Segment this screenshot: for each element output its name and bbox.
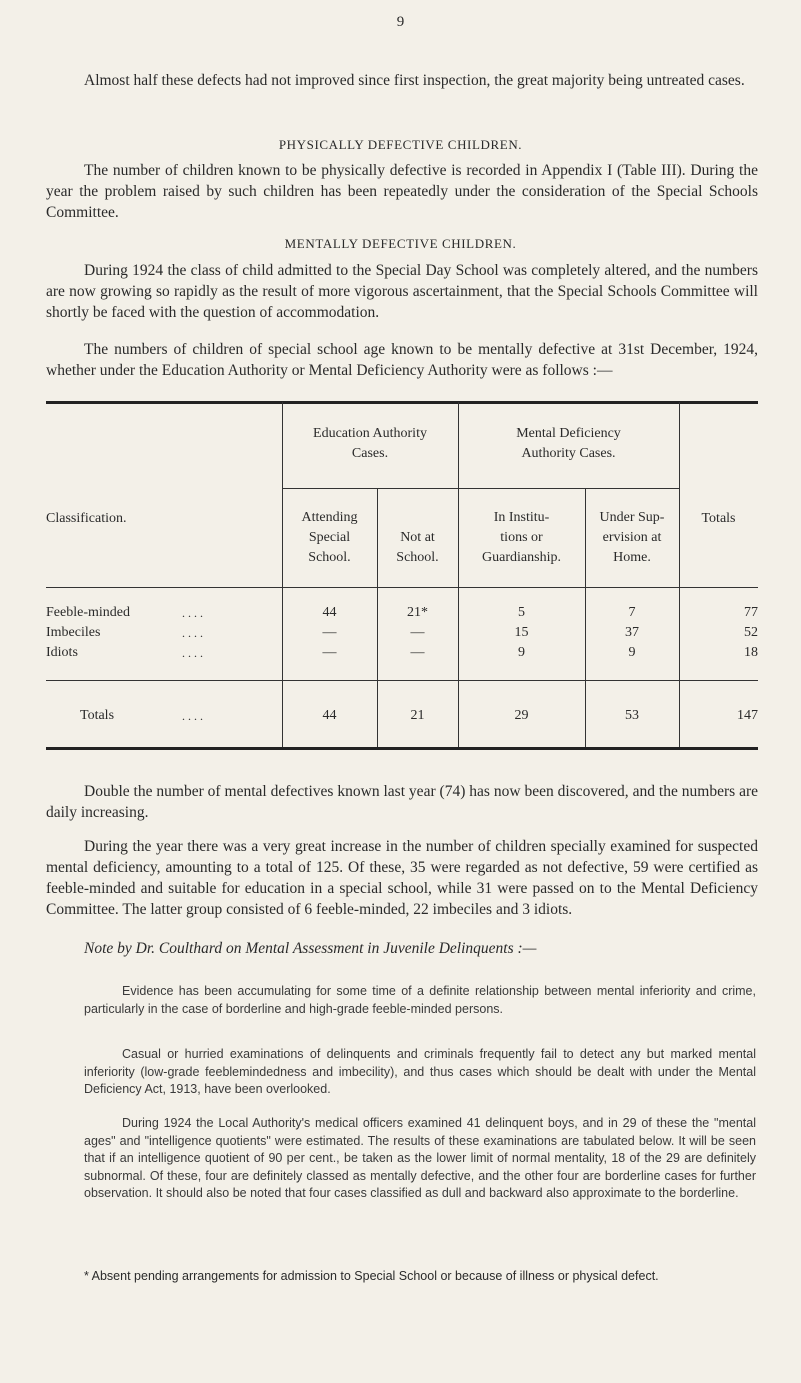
mental-paragraph-2: The numbers of children of special school age known to be mentally defective at 31st December, 1924, whether under the Education Authority or Mental Deficiency Authority were as follows :—	[46, 341, 758, 379]
col-supervision-line1: Under Sup-	[599, 510, 665, 525]
cell-total: 77	[744, 605, 758, 620]
heading-physically-defective: PHYSICALLY DEFECTIVE CHILDREN.	[278, 137, 523, 152]
cell-total: 52	[744, 625, 758, 640]
cell-supervision: 7	[628, 605, 636, 620]
cell-attending: —	[322, 625, 337, 640]
cell-not-at-school: —	[410, 645, 425, 660]
cell-supervision: 37	[625, 625, 639, 640]
col-attending-line3: School.	[308, 550, 351, 565]
note-paragraph-1: Evidence has been accumulating for some time of a definite relationship between mental inferiority and crime, particularly in the case of borderline and high-grade feeble-minded persons.	[84, 984, 756, 1016]
cell-attending: 44	[322, 605, 337, 620]
col-supervision-line3: Home.	[613, 550, 651, 565]
group-education-line1: Education Authority	[313, 426, 427, 441]
group-header-rule	[282, 488, 679, 489]
totals-label: Totals	[80, 708, 115, 723]
row-dots: . . . .	[182, 646, 203, 660]
heading-mentally-defective: MENTALLY DEFECTIVE CHILDREN.	[284, 236, 517, 251]
col-classification: Classification.	[46, 511, 127, 526]
total-not-at-school: 21	[410, 708, 425, 723]
row-dots: . . . .	[182, 606, 203, 620]
mental-paragraph-1: During 1924 the class of child admitted to the Special Day School was completely altered, and the numbers are now growing so rapidly as the result of more vigorous ascertainment, that the Special Schools Committee will shortly be faced with the question of accommodation.	[46, 262, 758, 321]
cell-total: 18	[744, 645, 758, 660]
table-top-rule	[46, 401, 758, 404]
group-education-line2: Cases.	[351, 446, 389, 461]
cell-institutions: 9	[518, 645, 525, 660]
total-institutions: 29	[514, 708, 529, 723]
row-label: Imbeciles	[46, 625, 101, 640]
cell-not-at-school: 21*	[407, 605, 428, 620]
col-notat-line2: School.	[396, 550, 439, 565]
total-supervision: 53	[625, 708, 639, 723]
totals-dots: . . . .	[182, 709, 203, 723]
grand-total: 147	[737, 708, 758, 723]
group-mental-line2: Authority Cases.	[521, 446, 616, 461]
group-mental-line1: Mental Deficiency	[516, 426, 621, 441]
intro-paragraph: Almost half these defects had not improved since first inspection, the great majority being untreated cases.	[84, 72, 745, 89]
row-dots: . . . .	[182, 626, 203, 640]
col-institutions-line1: In Institu-	[493, 510, 550, 525]
page-number: 9	[396, 14, 405, 30]
col-notat-line1: Not at	[400, 530, 435, 545]
col-totals: Totals	[701, 511, 736, 526]
footnote: * Absent pending arrangements for admission to Special School or because of illness or physical defect.	[84, 1269, 659, 1283]
physical-paragraph: The number of children known to be physically defective is recorded in Appendix I (Table III). During the year the problem raised by such children has been repeatedly under the consideration of the Special Schools Committee.	[46, 162, 758, 221]
col-institutions-line2: tions or	[500, 530, 543, 545]
cell-supervision: 9	[628, 645, 636, 660]
after-table-paragraph-2: During the year there was a very great increase in the number of children specially examined for suspected mental deficiency, amounting to a total of 125. Of these, 35 were regarded as not defective, 59 were certified as feeble-minded and suitable for education in a special school, while 31 were passed on to the Mental Deficiency Committee. The latter group consisted of 6 feeble-minded, 22 imbeciles and 3 idiots.	[46, 838, 758, 918]
col-institutions-line3: Guardianship.	[482, 550, 561, 565]
cell-institutions: 5	[518, 605, 525, 620]
cell-not-at-school: —	[410, 625, 425, 640]
table-vline	[679, 402, 680, 748]
row-label: Idiots	[46, 645, 78, 660]
header-bottom-rule	[46, 587, 758, 588]
note-paragraph-2: Casual or hurried examinations of delinquents and criminals frequently fail to detect any but marked mental inferiority (low-grade feeblemindedness and imbecility), and thus cases which should be dealt with under the Mental Deficiency Act, 1913, have been overlooked.	[84, 1047, 756, 1096]
cell-attending: —	[322, 645, 337, 660]
total-attending: 44	[322, 708, 337, 723]
col-attending-line1: Attending	[301, 510, 358, 525]
col-supervision-line2: ervision at	[602, 530, 662, 545]
rows-bottom-rule	[46, 680, 758, 681]
note-paragraph-3: During 1924 the Local Authority's medical officers examined 41 delinquent boys, and in 29 of these the "mental ages" and "intelligence quotients" were estimated. The results of these examinations are tabulated below. It will be seen that if an intelligence quotient of 90 per cent., be taken as the lower limit of normal mentality, 18 of the 29 are definitely subnormal. Of these, four are definitely classed as mentally defective, and the other four are borderline cases for further observation. It should also be noted that four cases classified as dull and backward also approximate to the borderline.	[84, 1116, 756, 1200]
cell-institutions: 15	[514, 625, 529, 640]
note-heading: Note by Dr. Coulthard on Mental Assessment in Juvenile Delinquents :—	[84, 940, 537, 957]
after-table-paragraph-1: Double the number of mental defectives known last year (74) has now been discovered, and the numbers are daily increasing.	[46, 783, 758, 821]
row-label: Feeble-minded	[46, 605, 130, 620]
col-attending-line2: Special	[308, 530, 351, 545]
table-bottom-rule	[46, 747, 758, 750]
